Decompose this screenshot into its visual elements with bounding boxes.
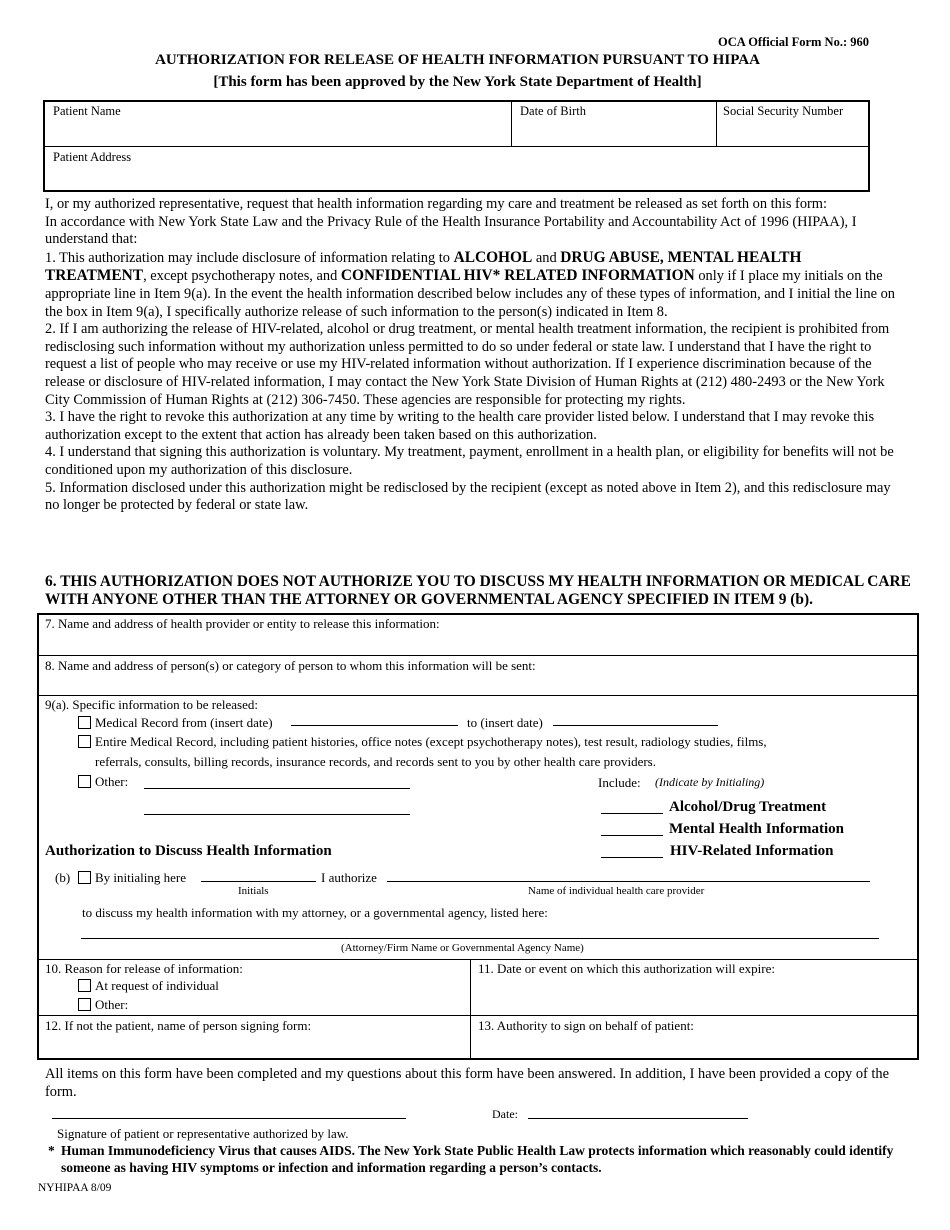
mental-health-label: Mental Health Information — [669, 821, 844, 837]
section-13-label: 13. Authority to sign on behalf of patient: — [478, 1018, 694, 1033]
section-7-label: 7. Name and address of health provider or entity to release this information: — [45, 616, 440, 631]
form-code: NYHIPAA 8/09 — [38, 1182, 112, 1194]
item-3: 3. I have the right to revoke this authorization at any time by writing to the health care provider listed below. I understand that I may revoke this authorization except to the extent that action has already been taken based on this authorization. — [45, 409, 875, 443]
section-9a-heading: 9(a). Specific information to be released: — [45, 697, 258, 712]
initials-line[interactable] — [201, 881, 316, 882]
initialing-checkbox[interactable] — [78, 871, 91, 884]
patient-name-field[interactable] — [50, 120, 505, 144]
divider — [470, 959, 471, 1059]
other-label: Other: — [95, 774, 129, 789]
divider — [44, 146, 869, 147]
item-6-number: 6. — [45, 573, 61, 590]
other-line-2[interactable] — [144, 814, 410, 815]
divider — [38, 655, 918, 656]
medical-record-to-line[interactable] — [553, 725, 718, 726]
alcohol-drug-label: Alcohol/Drug Treatment — [669, 799, 827, 815]
reason-other-label: Other: — [95, 997, 129, 1012]
hiv-note-star: * — [48, 1143, 55, 1158]
alcohol-initial-line[interactable] — [601, 813, 663, 814]
item-2: 2. If I am authorizing the release of HIV-related, alcohol or drug treatment, or mental health treatment information, the recipient is prohibited from redisclosing such information without my authorization unless permitted to do so under federal or state law. I understand that I have the right to request a list of people who may receive or use my HIV-related information without authorization. If I experience discrimination because of the release or disclosure of HIV-related information, I may contact the New York State Division of Human Rights at (212) 480-2493 or the New York City Commission of Human Rights at (212) 306-7450. These agencies are responsible for protecting my rights. — [45, 321, 890, 408]
intro-paragraph-2: In accordance with New York State Law and the Privacy Rule of the Health Insurance Portability and Accountability Act of 1996 (HIPAA), I understand that: — [45, 213, 857, 248]
expiration-field[interactable] — [475, 978, 913, 1012]
entire-record-label-continued: referrals, consults, billing records, insurance records, and records sent to you by other health care providers. — [95, 754, 656, 769]
mental-health-initial-line[interactable] — [601, 835, 663, 836]
item-1-hiv: CONFIDENTIAL HIV* RELATED INFORMATION — [340, 267, 695, 285]
item-1-text: 1. This authorization may include disclosure of information relating to — [45, 249, 454, 266]
ssn-field[interactable] — [720, 120, 866, 144]
entire-record-checkbox[interactable] — [78, 735, 91, 748]
section-12-label: 12. If not the patient, name of person signing form: — [45, 1018, 312, 1033]
hiv-label: HIV-Related Information — [670, 843, 834, 859]
provider-name-line[interactable] — [387, 881, 870, 882]
patient-name-label: Patient Name — [53, 104, 121, 118]
section-8-field[interactable] — [42, 675, 914, 693]
item-1 — [45, 249, 905, 321]
reason-other-checkbox[interactable] — [78, 998, 91, 1011]
entire-record-label: Entire Medical Record, including patient histories, office notes (except psychotherapy notes), test result, radiology studies, films, — [95, 734, 767, 749]
item-1-drug: DRUG ABUSE, MENTAL HEALTH TREATMENT — [45, 248, 802, 285]
divider — [38, 959, 918, 960]
completed-statement: All items on this form have been completed and my questions about this form have been answered. In addition, I have been provided a copy of the form. — [45, 1066, 890, 1100]
ssn-label: Social Security Number — [723, 104, 844, 118]
entire-record-option — [78, 735, 767, 749]
date-label: Date: — [492, 1107, 518, 1121]
section-9b-prefix: (b) — [55, 870, 71, 885]
section-11-label: 11. Date or event on which this authorization will expire: — [478, 961, 775, 976]
authority-field[interactable] — [475, 1035, 913, 1057]
body-text — [45, 196, 905, 515]
item-4: 4. I understand that signing this authorization is voluntary. My treatment, payment, enrollment in a health plan, or eligibility for benefits will not be conditioned upon my authorization of this disclosure. — [45, 444, 894, 478]
request-checkbox[interactable] — [78, 979, 91, 992]
signature-line[interactable] — [52, 1118, 406, 1119]
authorize-label: I authorize — [321, 870, 377, 885]
attorney-line[interactable] — [81, 938, 879, 939]
include-label: Include: — [598, 775, 641, 790]
medical-record-option — [78, 716, 273, 730]
section-10-heading: 10. Reason for release of information: — [45, 961, 243, 976]
item-5: 5. Information disclosed under this authorization might be redisclosed by the recipient (except as noted above in Item 2), and this redisclosure may no longer be protected by federal or state law. — [45, 479, 891, 514]
date-of-birth-field[interactable] — [516, 120, 712, 144]
other-checkbox[interactable] — [78, 775, 91, 788]
to-date-label: to (insert date) — [467, 715, 543, 730]
section-7-field[interactable] — [42, 633, 914, 653]
date-line[interactable] — [528, 1118, 748, 1119]
reason-other-option — [78, 998, 128, 1012]
intro-paragraph-1: I, or my authorized representative, request that health information regarding my care and treatment be released as set forth on this form: — [45, 196, 827, 212]
divider — [716, 101, 717, 146]
include-note: (Indicate by Initialing) — [655, 775, 765, 789]
provider-caption: Name of individual health care provider — [528, 885, 705, 897]
section-9b-heading: Authorization to Discuss Health Information — [45, 843, 332, 859]
hiv-footnote: Human Immunodeficiency Virus that causes AIDS. The New York State Public Health Law protects information which reasonably could identify someone as having HIV symptoms or infection and information regarding a person’s contacts. — [61, 1143, 894, 1175]
date-of-birth-label: Date of Birth — [520, 104, 586, 118]
form-title: AUTHORIZATION FOR RELEASE OF HEALTH INFORMATION PURSUANT TO HIPAA — [155, 52, 760, 68]
initials-caption: Initials — [238, 885, 269, 897]
medical-record-label: Medical Record from (insert date) — [95, 715, 273, 730]
request-option — [78, 979, 219, 993]
divider — [511, 101, 512, 146]
form-number: OCA Official Form No.: 960 — [717, 35, 869, 49]
other-option — [78, 775, 128, 789]
initialing-label: By initialing here — [95, 870, 186, 885]
item-1-alcohol: ALCOHOL — [453, 248, 533, 266]
patient-address-label: Patient Address — [53, 150, 132, 164]
other-line-1[interactable] — [144, 788, 410, 789]
hiv-initial-line[interactable] — [601, 857, 663, 858]
attorney-caption: (Attorney/Firm Name or Governmental Agency Name) — [341, 942, 584, 954]
discuss-text: to discuss my health information with my attorney, or a governmental agency, listed here: — [82, 905, 548, 920]
signature-caption: Signature of patient or representative authorized by law. — [57, 1126, 349, 1141]
initialing-option — [78, 871, 186, 885]
patient-address-field[interactable] — [50, 166, 865, 188]
medical-record-from-line[interactable] — [291, 725, 458, 726]
item-1-text: , except psychotherapy notes, and — [143, 268, 341, 285]
item-6 — [45, 573, 915, 609]
request-label: At request of individual — [95, 978, 219, 993]
signer-name-field[interactable] — [42, 1035, 466, 1057]
section-8-label: 8. Name and address of person(s) or category of person to whom this information will be sent: — [45, 658, 536, 673]
medical-record-checkbox[interactable] — [78, 716, 91, 729]
item-1-text: and — [532, 249, 561, 266]
divider — [38, 695, 918, 696]
item-1-text: only if I place my initials on the appropriate line in Item 9(a). In the event the health information described below includes any of these types of information, and I initial the line on the box in Item 9(a), I specifically authorize release of such information to the person(s) indicated in Item 8. — [45, 268, 895, 320]
item-6-text: THIS AUTHORIZATION DOES NOT AUTHORIZE YOU TO DISCUSS MY HEALTH INFORMATION OR MEDICAL CARE WITH ANYONE OTHER THAN THE ATTORNEY OR GOVERNMENTAL AGENCY SPECIFIED IN ITEM 9 (b). — [45, 573, 911, 608]
form-subtitle: [This form has been approved by the New York State Department of Health] — [213, 74, 702, 90]
divider — [38, 1015, 918, 1016]
